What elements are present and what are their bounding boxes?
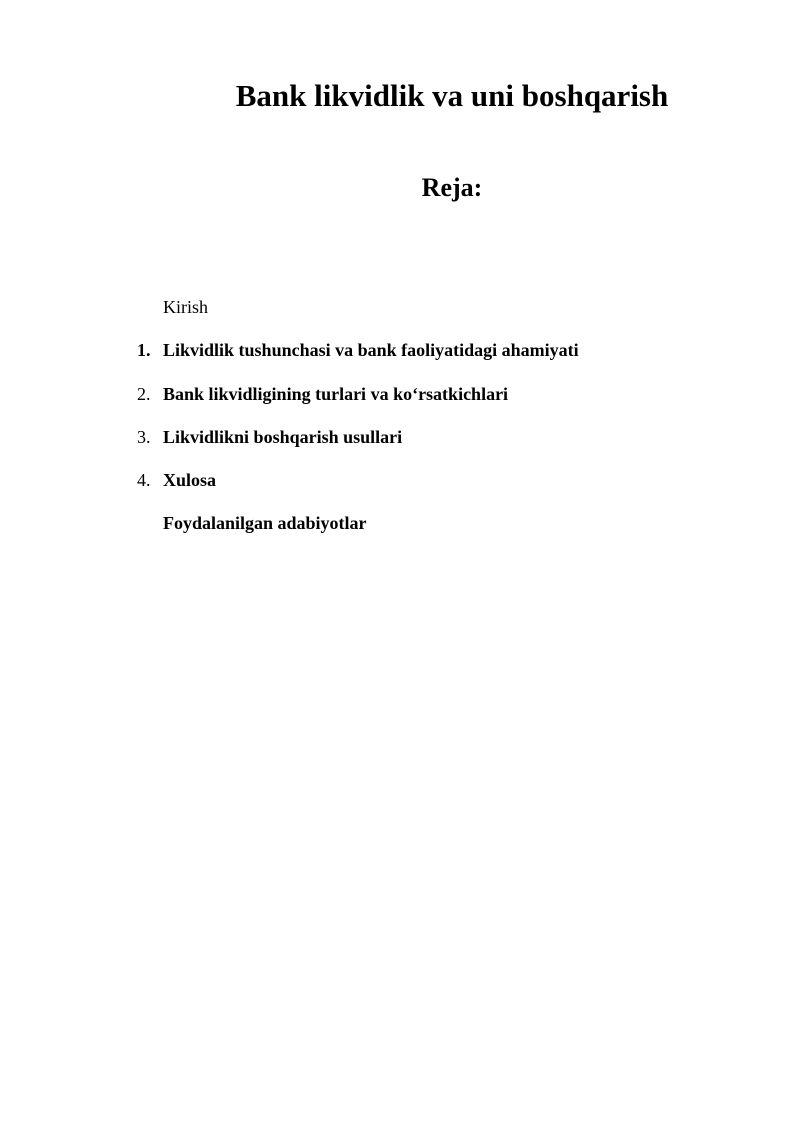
plan-item-3 <box>137 424 757 467</box>
plan-item-text: Xulosa <box>163 470 217 491</box>
plan-item-text: Likvidlik tushunchasi va bank faoliyatidagi ahamiyati <box>163 340 579 361</box>
plan-item-number: 4. <box>137 470 151 491</box>
plan-heading: Reja: <box>421 173 483 202</box>
plan-item-1 <box>137 337 757 380</box>
plan-item-number: 1. <box>137 340 151 361</box>
plan-item-text: Bank likvidligining turlari va ko‘rsatkichlari <box>163 383 509 404</box>
plan-item-4 <box>137 467 757 510</box>
document-title: Bank likvidlik va uni boshqarish <box>235 78 669 113</box>
plan-item-number: 2. <box>137 383 151 404</box>
plan-list <box>137 294 757 554</box>
plan-item-references <box>137 510 757 553</box>
plan-item-text: Foydalanilgan adabiyotlar <box>163 513 367 534</box>
plan-item-text: Kirish <box>163 297 208 317</box>
plan-item-intro <box>137 294 757 337</box>
plan-item-2 <box>137 381 757 424</box>
plan-item-text: Likvidlikni boshqarish usullari <box>163 426 403 447</box>
plan-item-number: 3. <box>137 426 151 447</box>
